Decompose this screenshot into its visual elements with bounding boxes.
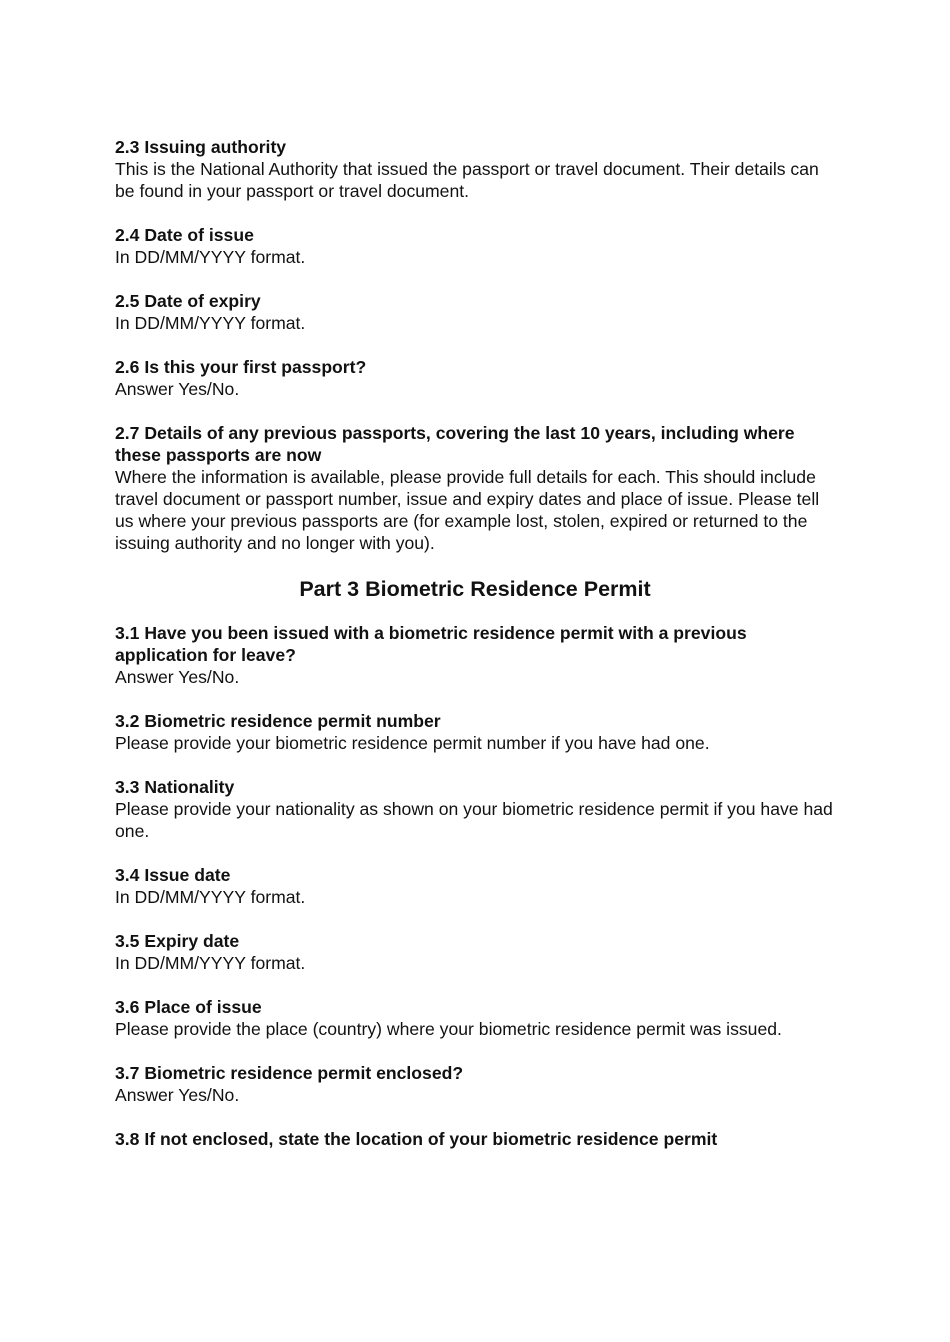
section-heading: 2.5 Date of expiry (115, 291, 261, 311)
section-2-5 (115, 290, 835, 334)
section-2-6 (115, 356, 835, 400)
section-heading: 3.2 Biometric residence permit number (115, 711, 441, 731)
section-3-8 (115, 1128, 835, 1150)
section-body: Please provide your nationality as shown on your biometric residence permit if you have had one. (115, 799, 833, 841)
section-heading: 3.3 Nationality (115, 777, 235, 797)
section-heading: 3.4 Issue date (115, 865, 231, 885)
section-body: Answer Yes/No. (115, 379, 240, 399)
section-heading: 3.8 If not enclosed, state the location of your biometric residence permit (115, 1129, 718, 1149)
section-body: Answer Yes/No. (115, 667, 240, 687)
section-3-6 (115, 996, 835, 1040)
section-2-7 (115, 422, 835, 554)
section-2-3 (115, 136, 835, 202)
section-heading: 3.5 Expiry date (115, 931, 240, 951)
section-heading: 3.6 Place of issue (115, 997, 262, 1017)
section-heading: 2.6 Is this your first passport? (115, 357, 367, 377)
section-3-2 (115, 710, 835, 754)
section-body: Please provide the place (country) where your biometric residence permit was issued. (115, 1019, 782, 1039)
section-3-5 (115, 930, 835, 974)
section-heading: 2.4 Date of issue (115, 225, 254, 245)
section-body: In DD/MM/YYYY format. (115, 887, 306, 907)
section-body: In DD/MM/YYYY format. (115, 247, 306, 267)
document-page (115, 136, 835, 1172)
section-heading: 2.7 Details of any previous passports, covering the last 10 years, including where these passports are now (115, 423, 795, 465)
section-heading: 3.7 Biometric residence permit enclosed? (115, 1063, 464, 1083)
section-3-3 (115, 776, 835, 842)
section-heading: 3.1 Have you been issued with a biometric residence permit with a previous application for leave? (115, 623, 747, 665)
section-3-1 (115, 622, 835, 688)
section-body: Please provide your biometric residence permit number if you have had one. (115, 733, 710, 753)
section-body: Where the information is available, please provide full details for each. This should include travel document or passport number, issue and expiry dates and place of issue. Please tell us where your previous passports are (for example lost, stolen, expired or returned to the issuing authority and no longer with you). (115, 467, 820, 553)
section-body: In DD/MM/YYYY format. (115, 953, 306, 973)
section-heading: 2.3 Issuing authority (115, 137, 287, 157)
section-body: This is the National Authority that issued the passport or travel document. Their details can be found in your passport or travel document. (115, 159, 819, 201)
section-body: In DD/MM/YYYY format. (115, 313, 306, 333)
section-body: Answer Yes/No. (115, 1085, 240, 1105)
section-3-7 (115, 1062, 835, 1106)
section-3-4 (115, 864, 835, 908)
part-title: Part 3 Biometric Residence Permit (299, 577, 651, 601)
section-2-4 (115, 224, 835, 268)
